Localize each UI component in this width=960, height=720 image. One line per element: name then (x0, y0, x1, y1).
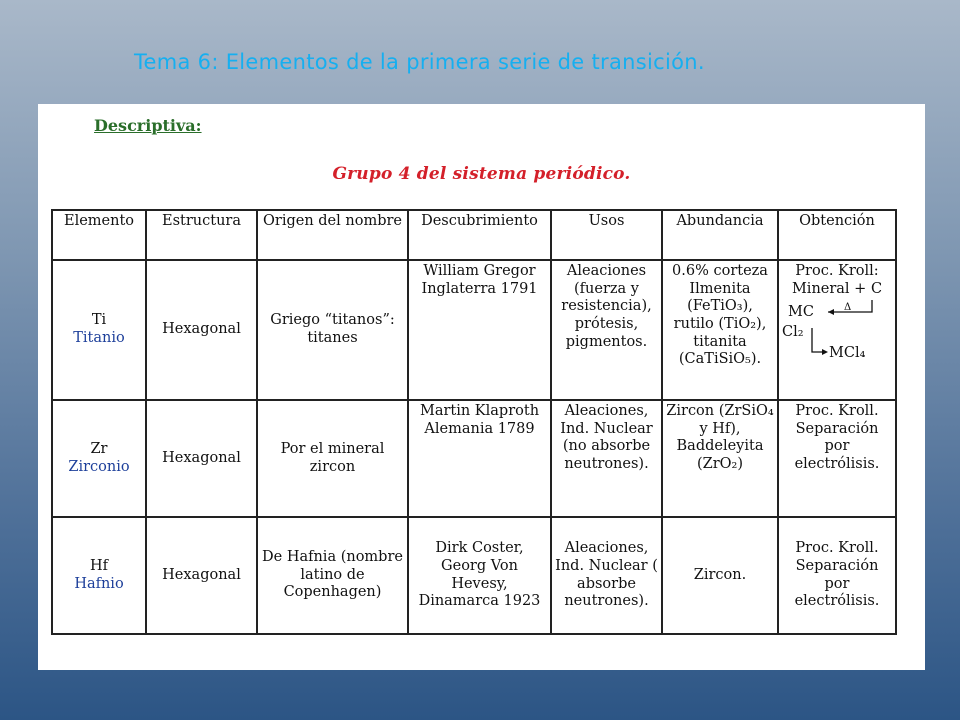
usos-cell: Aleaciones, Ind. Nuclear ( absorbe neutrones). (551, 517, 662, 634)
descubrimiento-cell: William Gregor Inglaterra 1791 (408, 260, 551, 400)
table-row-zirconio (52, 400, 896, 517)
kroll-down-line (812, 328, 826, 352)
kroll-cl2: Cl₂ (782, 324, 804, 341)
header-elemento: Elemento (52, 210, 146, 260)
estructura-cell: Hexagonal (146, 517, 257, 634)
element-name: Zirconio (68, 458, 130, 475)
element-cell (52, 400, 146, 517)
obtencion-cell: Proc. Kroll. Separación por electrólisis. (778, 400, 896, 517)
descubrimiento-cell: Martin Klaproth Alemania 1789 (408, 400, 551, 517)
table-header-row (52, 210, 896, 260)
obtencion-cell (778, 260, 896, 400)
header-descubrimiento: Descubrimiento (408, 210, 551, 260)
kroll-arrowhead-left (828, 309, 834, 315)
usos-cell: Aleaciones (fuerza y resistencia), prótesis, pigmentos. (551, 260, 662, 400)
abundancia-cell: Zircon (ZrSiO₄ y Hf), Baddeleyita (ZrO₂) (662, 400, 778, 517)
kroll-heat-symbol: Δ (844, 302, 852, 314)
section-label: Descriptiva: (94, 116, 202, 135)
header-origen: Origen del nombre (257, 210, 408, 260)
group4-table (51, 209, 897, 635)
obtencion-text: Proc. Kroll: Mineral + C (791, 263, 883, 297)
estructura-cell: Hexagonal (146, 260, 257, 400)
element-name: Titanio (73, 330, 125, 346)
kroll-mc: MC (788, 304, 814, 321)
table-row-hafnio (52, 517, 896, 634)
slide-title: Tema 6: Elementos de la primera serie de transición. (134, 50, 705, 74)
obtencion-cell: Proc. Kroll. Separación por electrólisis. (778, 517, 896, 634)
element-cell (52, 260, 146, 400)
element-symbol: Ti (91, 312, 107, 329)
origen-cell: Por el mineral zircon (257, 400, 408, 517)
abundancia-cell: 0.6% corteza Ilmenita (FeTiO₃), rutilo (TiO₂), titanita (CaTiSiO₅). (662, 260, 778, 400)
header-abundancia: Abundancia (662, 210, 778, 260)
origen-cell: De Hafnia (nombre latino de Copenhagen) (257, 517, 408, 634)
abundancia-cell: Zircon. (662, 517, 778, 634)
usos-cell: Aleaciones, Ind. Nuclear (no absorbe neutrones). (551, 400, 662, 517)
origen-cell: Griego “titanos”: titanes (257, 260, 408, 400)
kroll-mcl4: MCl₄ (829, 345, 866, 362)
kroll-arrowhead-right (822, 349, 828, 355)
header-obtencion: Obtención (778, 210, 896, 260)
header-usos: Usos (551, 210, 662, 260)
estructura-cell: Hexagonal (146, 400, 257, 517)
table-row-titanio (52, 260, 896, 400)
table-caption: Grupo 4 del sistema periódico. (332, 164, 631, 184)
element-cell (52, 517, 146, 634)
element-symbol: Hf (89, 557, 108, 574)
descubrimiento-cell: Dirk Coster, Georg Von Hevesy, Dinamarca 1923 (408, 517, 551, 634)
element-name: Hafnio (74, 575, 124, 592)
kroll-scheme-diagram (782, 298, 892, 362)
content-panel (38, 104, 925, 670)
header-estructura: Estructura (146, 210, 257, 260)
element-symbol: Zr (90, 440, 108, 457)
